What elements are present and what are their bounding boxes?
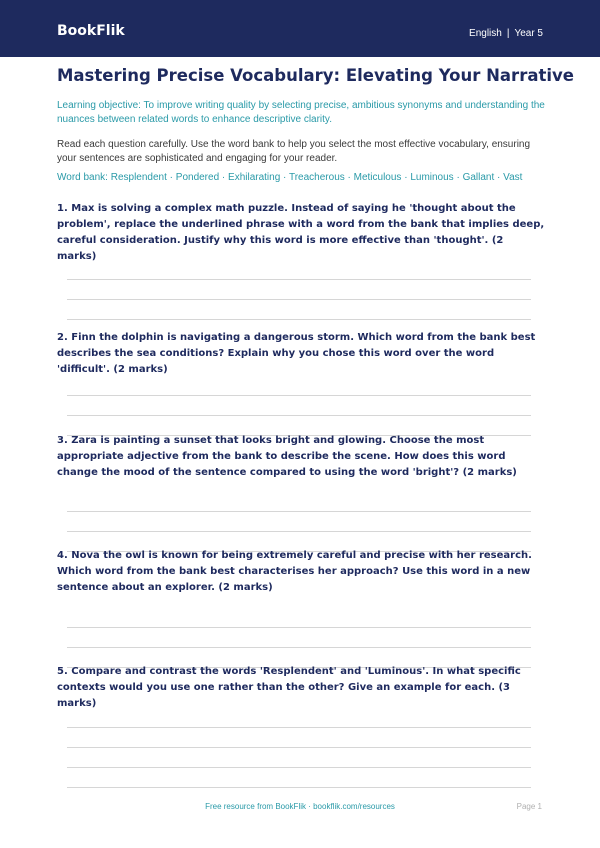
answer-line[interactable]: [67, 747, 531, 748]
answer-line[interactable]: [67, 415, 531, 416]
page-number: Page 1: [516, 802, 542, 811]
answer-line[interactable]: [67, 395, 531, 396]
question-3: 3. Zara is painting a sunset that looks bright and glowing. Choose the most appropriate adjective from the bank to describe the scene. How does this word change the mood of the sentence compared to using the word 'bright'? (2 marks): [57, 435, 517, 478]
question-1: 1. Max is solving a complex math puzzle. Instead of saying he 'thought about the problem', replace the underlined phrase with a word from the bank that implies deep, careful consideration. Justify why this word is more effective than 'thought'. (2 marks): [57, 203, 545, 262]
answer-line[interactable]: [67, 279, 531, 280]
separator: |: [506, 28, 510, 39]
learning-objective: Learning objective: To improve writing quality by selecting precise, ambitious synonyms and understanding the nuances between related words to enhance descriptive clarity.: [57, 100, 545, 125]
word-bank: Word bank: Resplendent · Pondered · Exhilarating · Treacherous · Meticulous · Luminous · Gallant · Vast: [57, 172, 523, 183]
brand-logo: BookFlik: [57, 23, 125, 39]
answer-line[interactable]: [67, 727, 531, 728]
instructions: Read each question carefully. Use the word bank to help you select the most effective vocabulary, ensuring your sentences are sophisticated and engaging for your reader.: [57, 139, 531, 164]
answer-line[interactable]: [67, 511, 531, 512]
subject-year-label: [469, 28, 543, 39]
answer-line[interactable]: [67, 647, 531, 648]
question-2: 2. Finn the dolphin is navigating a dangerous storm. Which word from the bank best describes the sea conditions? Explain why you chose this word over the word 'difficult'. (2 marks): [57, 332, 536, 375]
answer-line[interactable]: [67, 299, 531, 300]
subject-label: English: [469, 28, 502, 39]
year-label: Year 5: [514, 28, 543, 39]
page-header: [0, 0, 600, 57]
answer-line[interactable]: [67, 787, 531, 788]
answer-line[interactable]: [67, 319, 531, 320]
question-5: 5. Compare and contrast the words 'Resplendent' and 'Luminous'. In what specific contexts would you use one rather than the other? Give an example for each. (3 marks): [57, 666, 521, 709]
question-4: 4. Nova the owl is known for being extremely careful and precise with her research. Which word from the bank best characterises her approach? Use this word in a new sentence about an explorer. (2 marks): [57, 550, 532, 593]
answer-line[interactable]: [67, 531, 531, 532]
answer-line[interactable]: [67, 767, 531, 768]
answer-line[interactable]: [67, 627, 531, 628]
page-title: Mastering Precise Vocabulary: Elevating Your Narrative: [57, 66, 574, 85]
footer-link[interactable]: Free resource from BookFlik · bookflik.com/resources: [205, 802, 395, 811]
